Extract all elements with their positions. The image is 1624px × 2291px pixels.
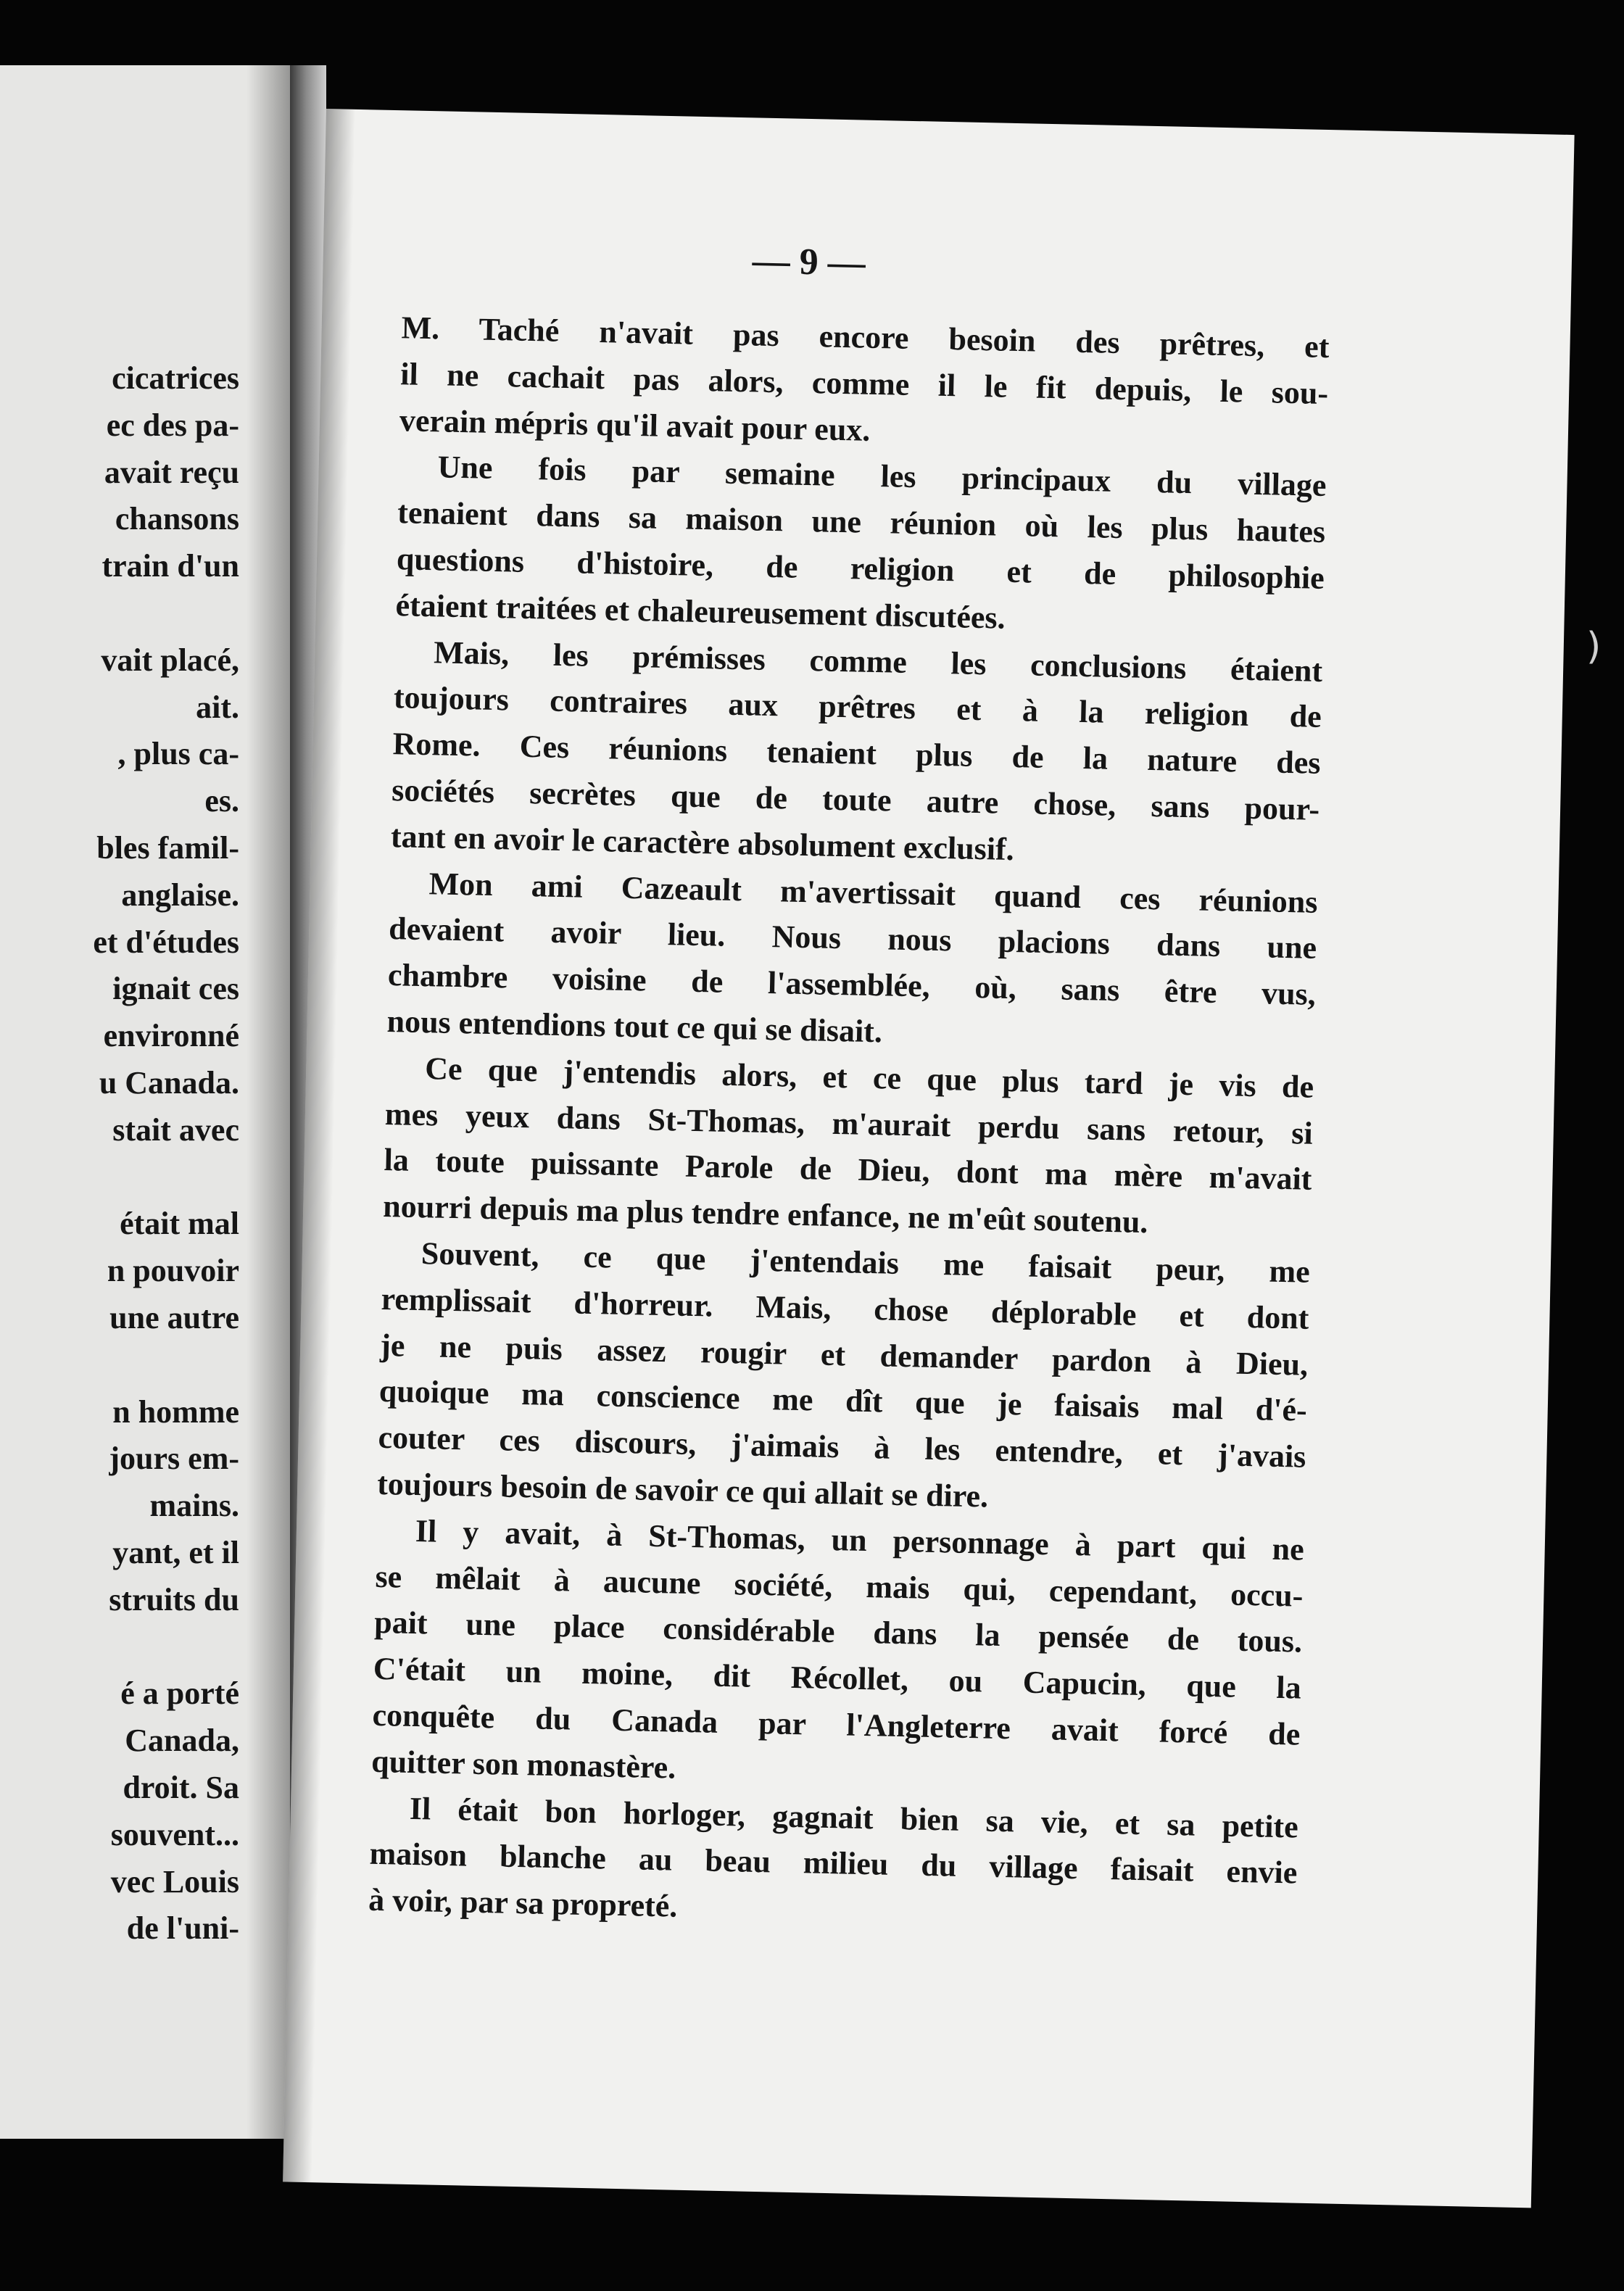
text-line: Rome. Ces réunions tenaient plus de la nature des: [392, 726, 1321, 782]
previous-page-line: [0, 590, 239, 637]
text-line: Il était bon horloger, gagnait bien sa vie, et sa petite: [409, 1790, 1299, 1845]
previous-page-line: struits du: [109, 1581, 239, 1617]
text-line: Mon ami Cazeault m'avertissait quand ces réunions: [428, 865, 1318, 920]
text-line: couter ces discours, j'aimais à les entendre, et j'avais: [378, 1420, 1306, 1475]
text-line: remplissait d'horreur. Mais, chose déplorable et dont: [381, 1280, 1309, 1336]
previous-page-line: ait.: [196, 689, 239, 725]
previous-page-line: [0, 1624, 239, 1671]
previous-page-line: droit. Sa: [123, 1769, 239, 1805]
text-line: sociétés secrètes que de toute autre chose, sans pour-: [391, 772, 1320, 827]
previous-page-line: , plus ca-: [117, 736, 239, 772]
margin-mark: ): [1586, 625, 1602, 668]
text-line: toujours contraires aux prêtres et à la religion de: [393, 679, 1322, 735]
text-line: Il y avait, à St-Thomas, un personnage à part qui ne: [415, 1512, 1305, 1567]
previous-page-line: [0, 1154, 239, 1201]
previous-page-line: une autre: [109, 1299, 239, 1335]
previous-page-line: était mal: [120, 1206, 239, 1242]
text-line: questions d'histoire, de religion et de philosophie: [396, 541, 1325, 596]
previous-page-line: [0, 1342, 239, 1389]
previous-page-text: [0, 355, 239, 1952]
text-line: Mais, les prémisses comme les conclusions étaient: [433, 634, 1323, 689]
text-line: conquête du Canada par l'Angleterre avait forcé de: [372, 1696, 1301, 1752]
previous-page-line: Canada,: [125, 1723, 239, 1759]
text-line: étaient traitées et chaleureusement discutées.: [395, 587, 1006, 636]
text-line: verain mépris qu'il avait pour eux.: [399, 402, 871, 448]
previous-page-line: train d'un: [102, 548, 239, 584]
text-line: toujours besoin de savoir ce qui allait se dire.: [376, 1465, 989, 1515]
previous-page-line: anglaise.: [121, 877, 239, 913]
previous-page-line: stait avec: [112, 1111, 239, 1148]
previous-page-line: souvent...: [110, 1816, 239, 1852]
text-line: quitter son monastère.: [370, 1743, 676, 1786]
previous-page-line: cicatrices: [112, 360, 239, 396]
previous-page-line: environné: [103, 1018, 239, 1054]
page-number: — 9 —: [752, 240, 866, 284]
text-line: à voir, par sa propreté.: [368, 1881, 678, 1924]
previous-page-line: yant, et il: [112, 1534, 239, 1570]
text-line: devaient avoir lieu. Nous nous placions dans une: [388, 911, 1317, 966]
text-line: tenaient dans sa maison une réunion où les plus hautes: [397, 494, 1326, 550]
previous-page-line: vait placé,: [101, 642, 239, 678]
previous-page-line: vec Louis: [110, 1863, 239, 1900]
text-line: M. Taché n'avait pas encore besoin des prêtres, et: [401, 310, 1330, 365]
previous-page-line: ignait ces: [112, 971, 239, 1007]
text-line: la toute puissante Parole de Dieu, dont ma mère m'avait: [384, 1142, 1312, 1198]
previous-page-line: et d'études: [93, 924, 239, 960]
previous-page-line: é a porté: [120, 1675, 239, 1712]
text-line: pait une place considérable dans la pensée de tous.: [373, 1604, 1303, 1660]
previous-page-line: ec des pa-: [106, 407, 239, 443]
previous-page-line: chansons: [115, 501, 239, 537]
text-line: chambre voisine de l'assemblée, où, sans être vus,: [387, 957, 1317, 1012]
text-line: Ce que j'entendis alors, et ce que plus tard je vis de: [424, 1050, 1314, 1105]
previous-page-line: de l'uni-: [126, 1910, 239, 1947]
text-line: maison blanche au beau milieu du village faisait envie: [369, 1836, 1298, 1891]
text-line: Une fois par semaine les principaux du village: [437, 449, 1327, 504]
previous-page-line: es.: [204, 783, 239, 819]
text-line: Souvent, ce que j'entendais me faisait peur, me: [420, 1235, 1311, 1290]
previous-page-line: jours em-: [109, 1441, 239, 1477]
page-body-text: [368, 304, 1330, 1942]
text-line: se mêlait à aucune société, mais qui, cependant, occu-: [375, 1558, 1304, 1614]
previous-page-line: bles famil-: [96, 829, 239, 866]
text-line: il ne cachait pas alors, comme il le fit depuis, le sou-: [399, 356, 1329, 411]
previous-page-line: u Canada.: [99, 1064, 239, 1101]
text-line: quoique ma conscience me dît que je faisais mal d'é-: [378, 1373, 1308, 1429]
text-line: nourri depuis ma plus tendre enfance, ne m'eût soutenu.: [382, 1188, 1148, 1240]
text-line: je ne puis assez rougir et demander pardon à Dieu,: [379, 1327, 1309, 1383]
text-line: nous entendions tout ce qui se disait.: [386, 1003, 883, 1050]
text-line: mes yeux dans St-Thomas, m'aurait perdu sans retour, si: [384, 1095, 1314, 1151]
text-line: tant en avoir le caractère absolument exclusif.: [390, 818, 1015, 867]
text-line: C'était un moine, dit Récollet, ou Capucin, que la: [373, 1650, 1302, 1706]
previous-page-line: avait reçu: [104, 454, 239, 490]
previous-page-line: n homme: [112, 1393, 239, 1430]
previous-page: [0, 65, 290, 2139]
previous-page-line: n pouvoir: [107, 1253, 239, 1289]
previous-page-line: mains.: [149, 1488, 239, 1524]
current-page: [283, 109, 1575, 2208]
